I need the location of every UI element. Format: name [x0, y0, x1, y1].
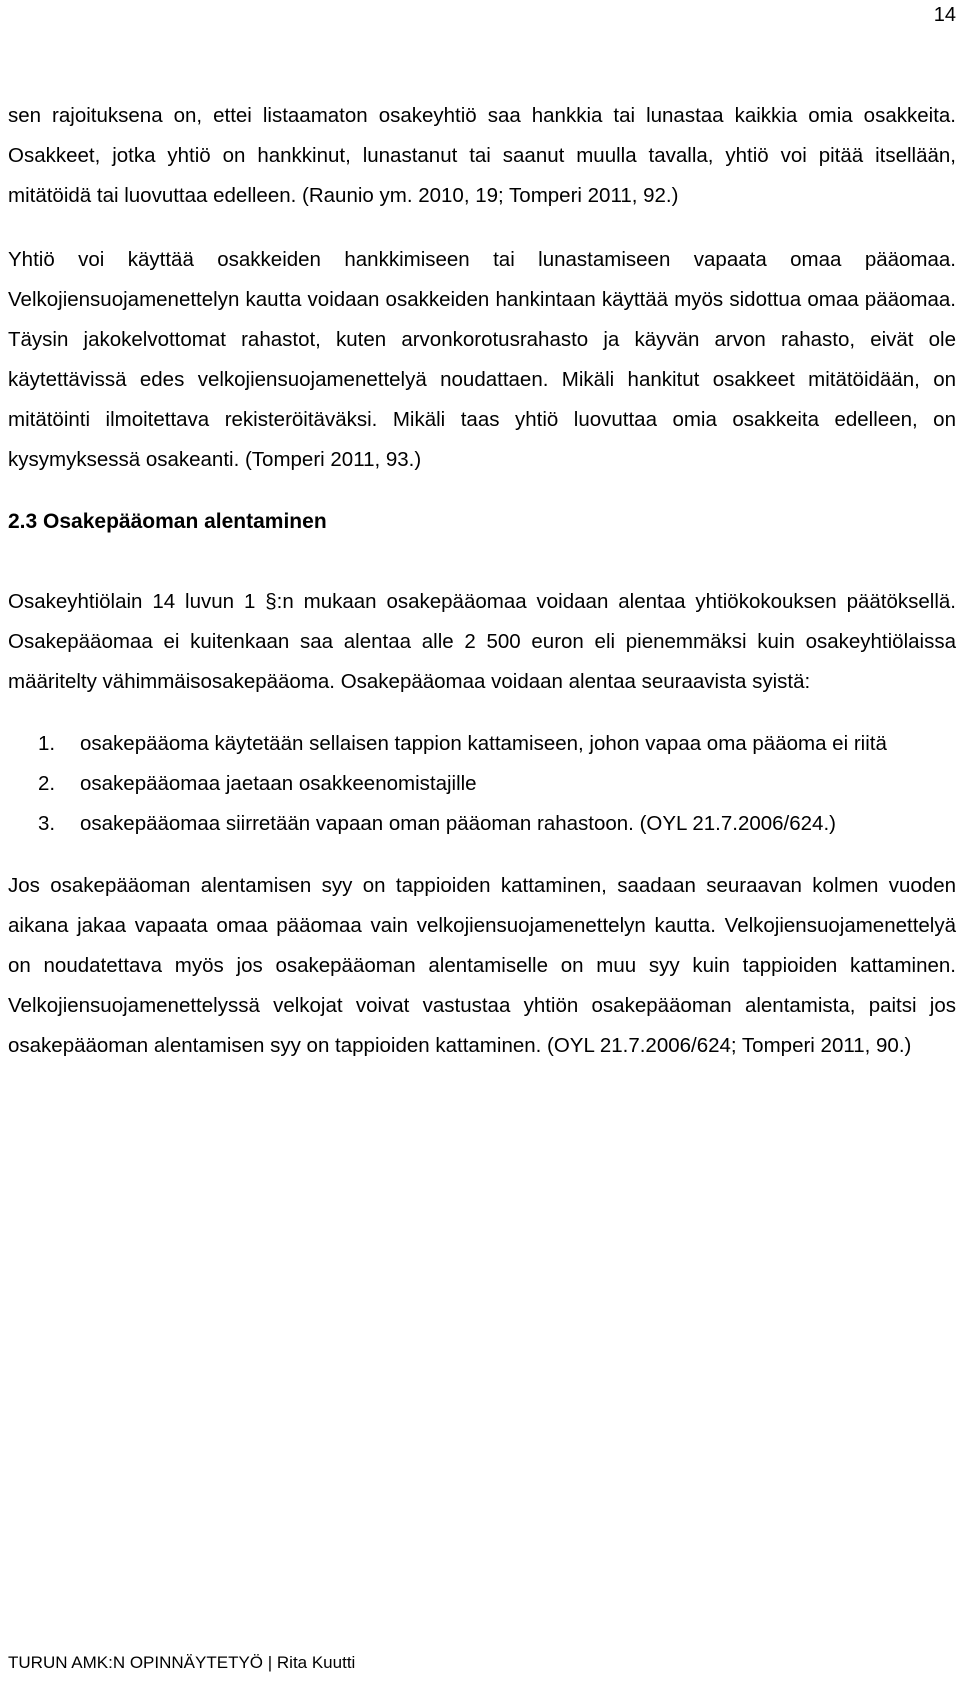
reduction-reasons-list — [8, 724, 956, 844]
list-item — [8, 804, 956, 844]
list-item-number: 1. — [38, 732, 56, 755]
list-item — [8, 724, 956, 764]
page-number: 14 — [933, 4, 956, 26]
paragraph-equity-use: Yhtiö voi käyttää osakkeiden hankkimiseen tai lunastamiseen vapaata omaa pääomaa. Velkojiensuojamenettelyn kautta voidaan osakkeiden hankintaan käyttää myös sidottua omaa pääomaa. Täysin jakokelvottomat rahastot, kuten arvonkorotusrahasto ja käyvän arvon rahasto, eivät ole käytettävissä edes velkojiensuojamenettelyä noudattaen. Mikäli hankitut osakkeet mitätöidään, on mitätöinti ilmoitettava rekisteröitäväksi. Mikäli taas yhtiö luovuttaa omia osakkeita edelleen, on kysymyksessä osakeanti. (Tomperi 2011, 93.) — [8, 248, 956, 471]
list-item-number: 3. — [38, 812, 56, 835]
paragraph-share-redemption: sen rajoituksena on, ettei listaamaton osakeyhtiö saa hankkia tai lunastaa kaikkia omia osakkeita. Osakkeet, jotka yhtiö on hankkinut, lunastanut tai saanut muulla tavalla, yhtiö voi pitää itsellään, mitätöidä tai luovuttaa edelleen. (Raunio ym. 2010, 19; Tomperi 2011, 92.) — [8, 104, 956, 207]
body-text — [8, 96, 956, 1088]
list-item — [8, 764, 956, 804]
page-footer: TURUN AMK:N OPINNÄYTETYÖ | Rita Kuutti — [8, 1653, 356, 1672]
list-item-number: 2. — [38, 772, 56, 795]
list-item-text: osakepääoma käytetään sellaisen tappion kattamiseen, johon vapaa oma pääoma ei riitä — [80, 732, 887, 755]
list-item-text: osakepääomaa jaetaan osakkeenomistajille — [80, 772, 477, 795]
section-heading: 2.3 Osakepääoman alentaminen — [8, 510, 327, 533]
paragraph-closing: Jos osakepääoman alentamisen syy on tappioiden kattaminen, saadaan seuraavan kolmen vuoden aikana jakaa vapaata omaa pääomaa vain velkojiensuojamenettelyn kautta. Velkojiensuojamenettelyä on noudatettava myös jos osakepääoman alentamiselle on muu syy kuin tappioiden kattaminen. Velkojiensuojamenettelyssä velkojat voivat vastustaa yhtiön osakepääoman alentamista, paitsi jos osakepääoman alentamisen syy on tappioiden kattaminen. (OYL 21.7.2006/624; Tomperi 2011, 90.) — [8, 874, 956, 1057]
paragraph-capital-reduction-intro: Osakeyhtiölain 14 luvun 1 §:n mukaan osakepääomaa voidaan alentaa yhtiökokouksen päätöksellä. Osakepääomaa ei kuitenkaan saa alentaa alle 2 500 euron eli pienemmäksi kuin osakeyhtiölaissa määritelty vähimmäisosakepääoma. Osakepääomaa voidaan alentaa seuraavista syistä: — [8, 590, 956, 693]
list-item-text: osakepääomaa siirretään vapaan oman pääoman rahastoon. (OYL 21.7.2006/624.) — [80, 812, 836, 835]
